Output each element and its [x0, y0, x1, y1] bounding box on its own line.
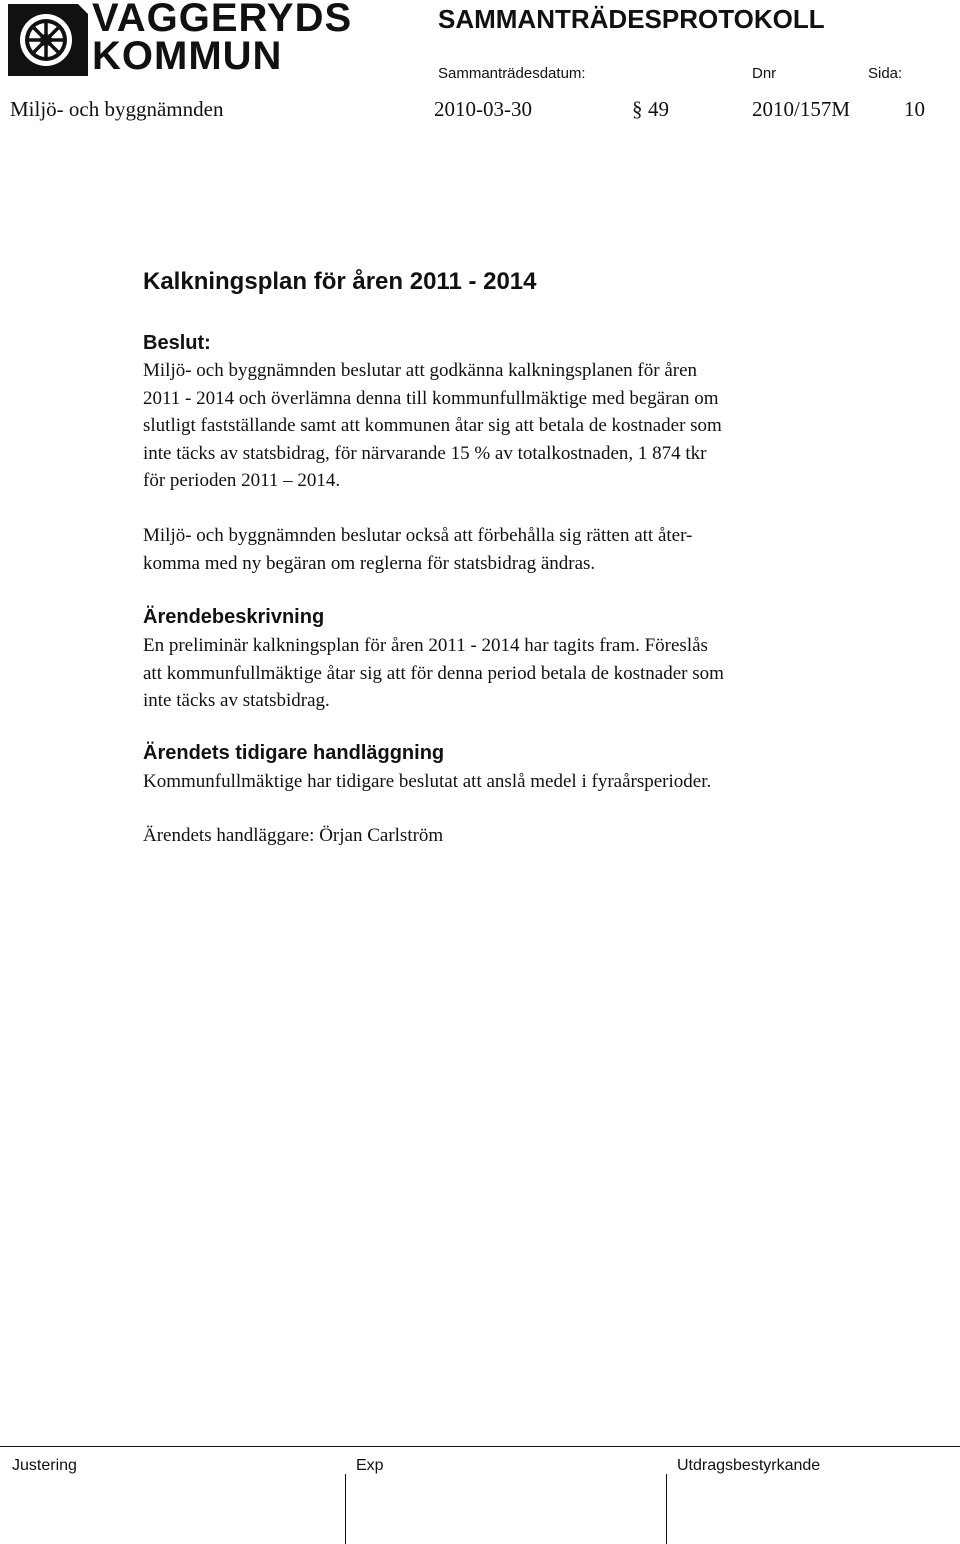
text-line: Kommunfullmäktige har tidigare beslutat att anslå medel i fyraårsperioder. [143, 771, 712, 792]
footer-justering-label: Justering [12, 1457, 77, 1474]
paragraph-symbol-icon: § [632, 97, 643, 121]
decision-paragraph-1 [143, 357, 943, 495]
text-line: inte täcks av statsbidrag. [143, 690, 330, 711]
paragraph-number: 49 [648, 97, 669, 121]
footer-exp-label: Exp [356, 1457, 384, 1474]
case-description-paragraph [143, 632, 943, 715]
meeting-date-label: Sammanträdesdatum: [438, 65, 586, 82]
previous-handling-heading: Ärendets tidigare handläggning [143, 742, 445, 764]
case-description-heading: Ärendebeskrivning [143, 606, 325, 628]
decision-paragraph-2 [143, 522, 943, 577]
logo-text-line-1: VAGGERYDS [92, 0, 353, 40]
meeting-date-value: 2010-03-30 [434, 97, 532, 121]
document-type-title: SAMMANTRÄDESPROTOKOLL [438, 4, 825, 34]
text-line: för perioden 2011 – 2014. [143, 470, 341, 491]
text-line: slutligt fastställande samt att kommunen åtar sig att betala de kostnader som [143, 415, 722, 436]
page-label: Sida: [868, 65, 903, 82]
dnr-label: Dnr [752, 65, 777, 82]
decision-heading: Beslut: [143, 332, 211, 354]
text-line: Miljö- och byggnämnden beslutar att godkänna kalkningsplanen för åren [143, 360, 698, 381]
footer-utdragsbestyrkande-label: Utdragsbestyrkande [677, 1457, 821, 1474]
footer-column-divider [345, 1474, 346, 1544]
text-line: 2011 - 2014 och överlämna denna till kommunfullmäktige med begäran om [143, 387, 719, 409]
case-officer: Ärendets handläggare: Örjan Carlström [143, 825, 444, 846]
dnr-value: 2010/157M [752, 97, 851, 121]
footer-column-divider [666, 1474, 667, 1544]
page-number: 10 [904, 97, 925, 121]
committee-name: Miljö- och byggnämnden [10, 97, 224, 121]
text-line: En preliminär kalkningsplan för åren 2011 - 2014 har tagits fram. Föreslås [143, 635, 708, 656]
text-line: komma med ny begäran om reglerna för statsbidrag ändras. [143, 552, 596, 574]
footer-divider [0, 1446, 960, 1447]
text-line: att kommunfullmäktige åtar sig att för denna period betala de kostnader som [143, 662, 724, 684]
text-line: Miljö- och byggnämnden beslutar också att förbehålla sig rätten att åter- [143, 525, 693, 546]
logo-text-line-2: KOMMUN [92, 34, 283, 78]
previous-handling-paragraph [143, 768, 943, 796]
text-line: inte täcks av statsbidrag, för närvarande 15 % av totalkostnaden, 1 874 tkr [143, 442, 707, 464]
case-title: Kalkningsplan för åren 2011 - 2014 [143, 268, 537, 295]
municipality-emblem-icon [8, 4, 88, 76]
